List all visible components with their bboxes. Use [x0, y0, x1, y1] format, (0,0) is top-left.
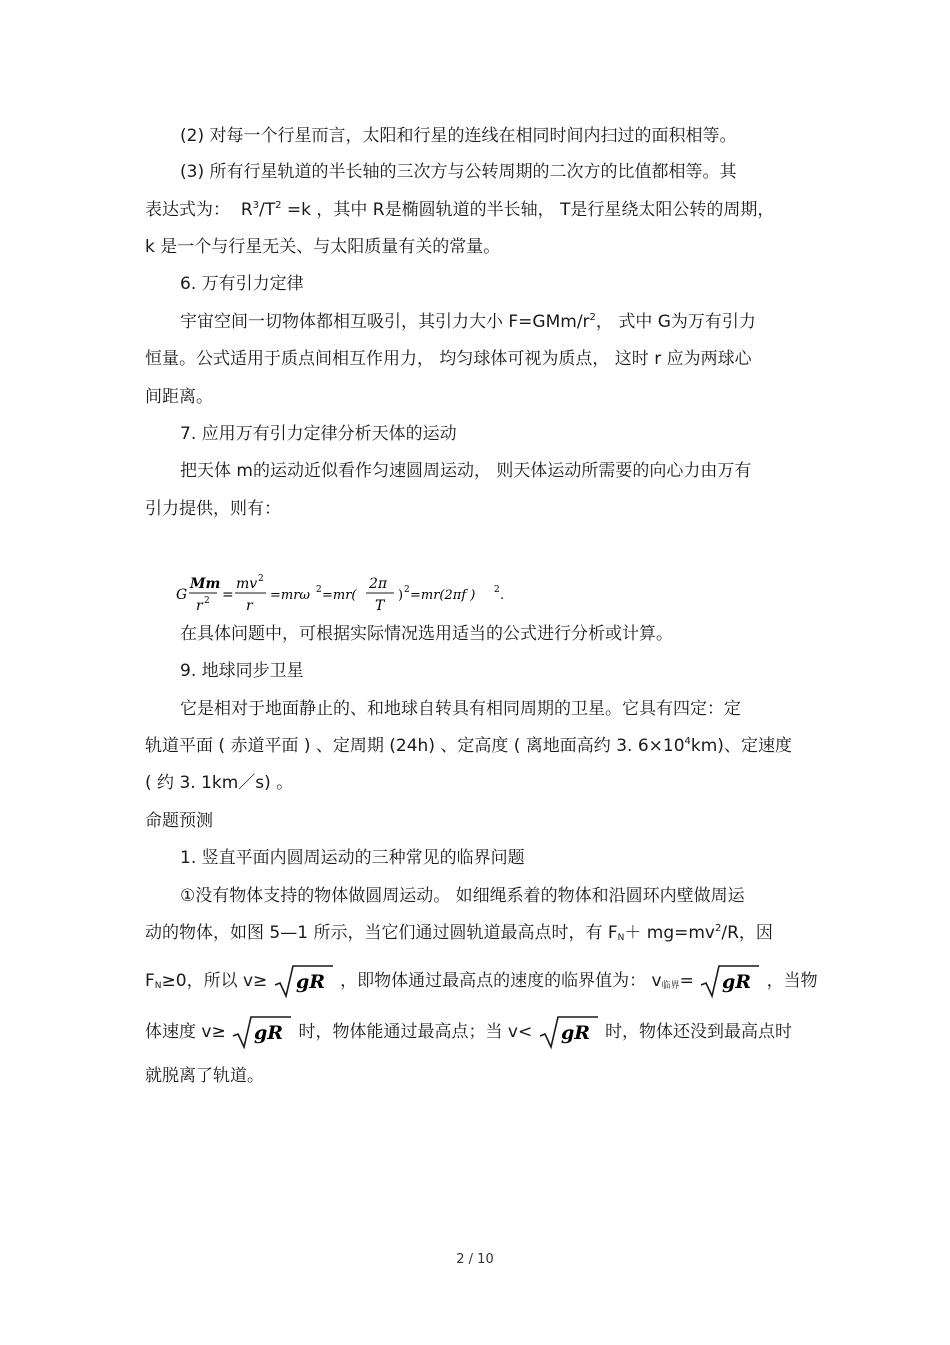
paragraph-line: k 是一个与行星无关、与太阳质量有关的常量。: [145, 237, 501, 257]
section-heading: 命题预测: [145, 811, 213, 831]
eq-sup: 2: [404, 585, 410, 595]
svg-text:gR: gR: [560, 1022, 590, 1044]
gravitation-equation: [172, 572, 512, 616]
section-heading: 6. 万有引力定律: [180, 274, 304, 294]
paragraph-line: (2) 对每一个行星而言，太阳和行星的连线在相同时间内扫过的面积相等。: [180, 126, 737, 146]
paragraph-line: ①没有物体支持的物体做圆周运动。 如细绳系着的物体和沿圆环内壁做周运: [180, 886, 745, 906]
eq-term: ): [398, 588, 404, 603]
eq-denominator-r: r: [196, 598, 203, 614]
paragraph-line: 间距离。: [145, 387, 213, 407]
eq-term: =mr(2πf ): [410, 588, 476, 603]
section-heading: 7. 应用万有引力定律分析天体的运动: [180, 424, 457, 444]
svg-text:gR: gR: [254, 1022, 284, 1044]
paragraph-line: 就脱离了轨道。: [145, 1066, 264, 1086]
paragraph-line: 在具体问题中，可根据实际情况选用适当的公式进行分析或计算。: [180, 624, 673, 644]
paragraph-line: $F_N\ge 0$，所以 v≥ gR ，即物体通过最高点的速度的临界值为： $v_{临界}=$ gR ，当物: [145, 963, 818, 999]
sqrt-gR-symbol: [231, 1014, 293, 1050]
sqrt-gR-symbol: [699, 963, 761, 999]
section-heading: 1. 竖直平面内圆周运动的三种常见的临界问题: [180, 848, 525, 868]
eq-sup: 2: [258, 574, 264, 584]
eq-symbol-G: G: [176, 587, 188, 603]
eq-denominator-T: T: [375, 598, 385, 614]
paragraph-line: 动的物体，如图 5—1 所示，当它们通过圆轨道最高点时，有 $F_N+ mg=mv^2/R$，因: [145, 923, 773, 943]
paragraph-line: 把天体 m的运动近似看作匀速圆周运动， 则天体运动所需要的向心力由万有: [180, 461, 752, 481]
eq-sup: 2: [204, 596, 210, 606]
eq-term: =mrω: [270, 588, 311, 603]
eq-numerator-Mm: Mm: [190, 576, 221, 592]
eq-term: .: [500, 588, 505, 603]
paragraph-line: ( 约 3. 1km／s) 。: [145, 773, 294, 793]
svg-text:gR: gR: [722, 971, 752, 993]
svg-text:gR: gR: [295, 971, 325, 993]
paragraph-line: 宇宙空间一切物体都相互吸引，其引力大小 $F=GMm/r^2$， 式中 G为万有引力: [180, 312, 756, 332]
paragraph-line: 它是相对于地面静止的、和地球自转具有相同周期的卫星。它具有四定：定: [180, 699, 741, 719]
section-heading: 9. 地球同步卫星: [180, 661, 304, 681]
sqrt-gR-symbol: [538, 1014, 600, 1050]
eq-numerator-mv: mv: [236, 576, 258, 592]
paragraph-line: 表达式为： $R^3/T^2 =k$ ，其中 R是椭圆轨道的半长轴， T是行星绕太阳公转的周期，: [145, 200, 775, 220]
eq-equals: =: [222, 587, 234, 603]
paragraph-line: 轨道平面 ( 赤道平面 ) 、定周期 (24h) 、定高度 ( 离地面高约 3. $6\times 10^4km$)、定速度: [145, 736, 792, 756]
eq-term: =mr(: [322, 588, 357, 603]
paragraph-line: 体速度 v≥ gR 时，物体能通过最高点；当 v< gR 时，物体还没到最高点时: [145, 1014, 792, 1050]
eq-sup: 2: [316, 585, 322, 595]
eq-sup: 2: [494, 585, 500, 595]
sqrt-gR-symbol: [273, 963, 335, 999]
eq-denominator-r: r: [246, 598, 253, 614]
page-number: 2 / 10: [456, 1252, 494, 1267]
eq-numerator-2pi: 2π: [369, 576, 388, 592]
paragraph-line: 恒量。公式适用于质点间相互作用力， 均匀球体可视为质点， 这时 r 应为两球心: [145, 349, 752, 369]
paragraph-line: (3) 所有行星轨道的半长轴的三次方与公转周期的二次方的比值都相等。其: [180, 162, 737, 182]
paragraph-line: 引力提供，则有：: [145, 499, 281, 519]
